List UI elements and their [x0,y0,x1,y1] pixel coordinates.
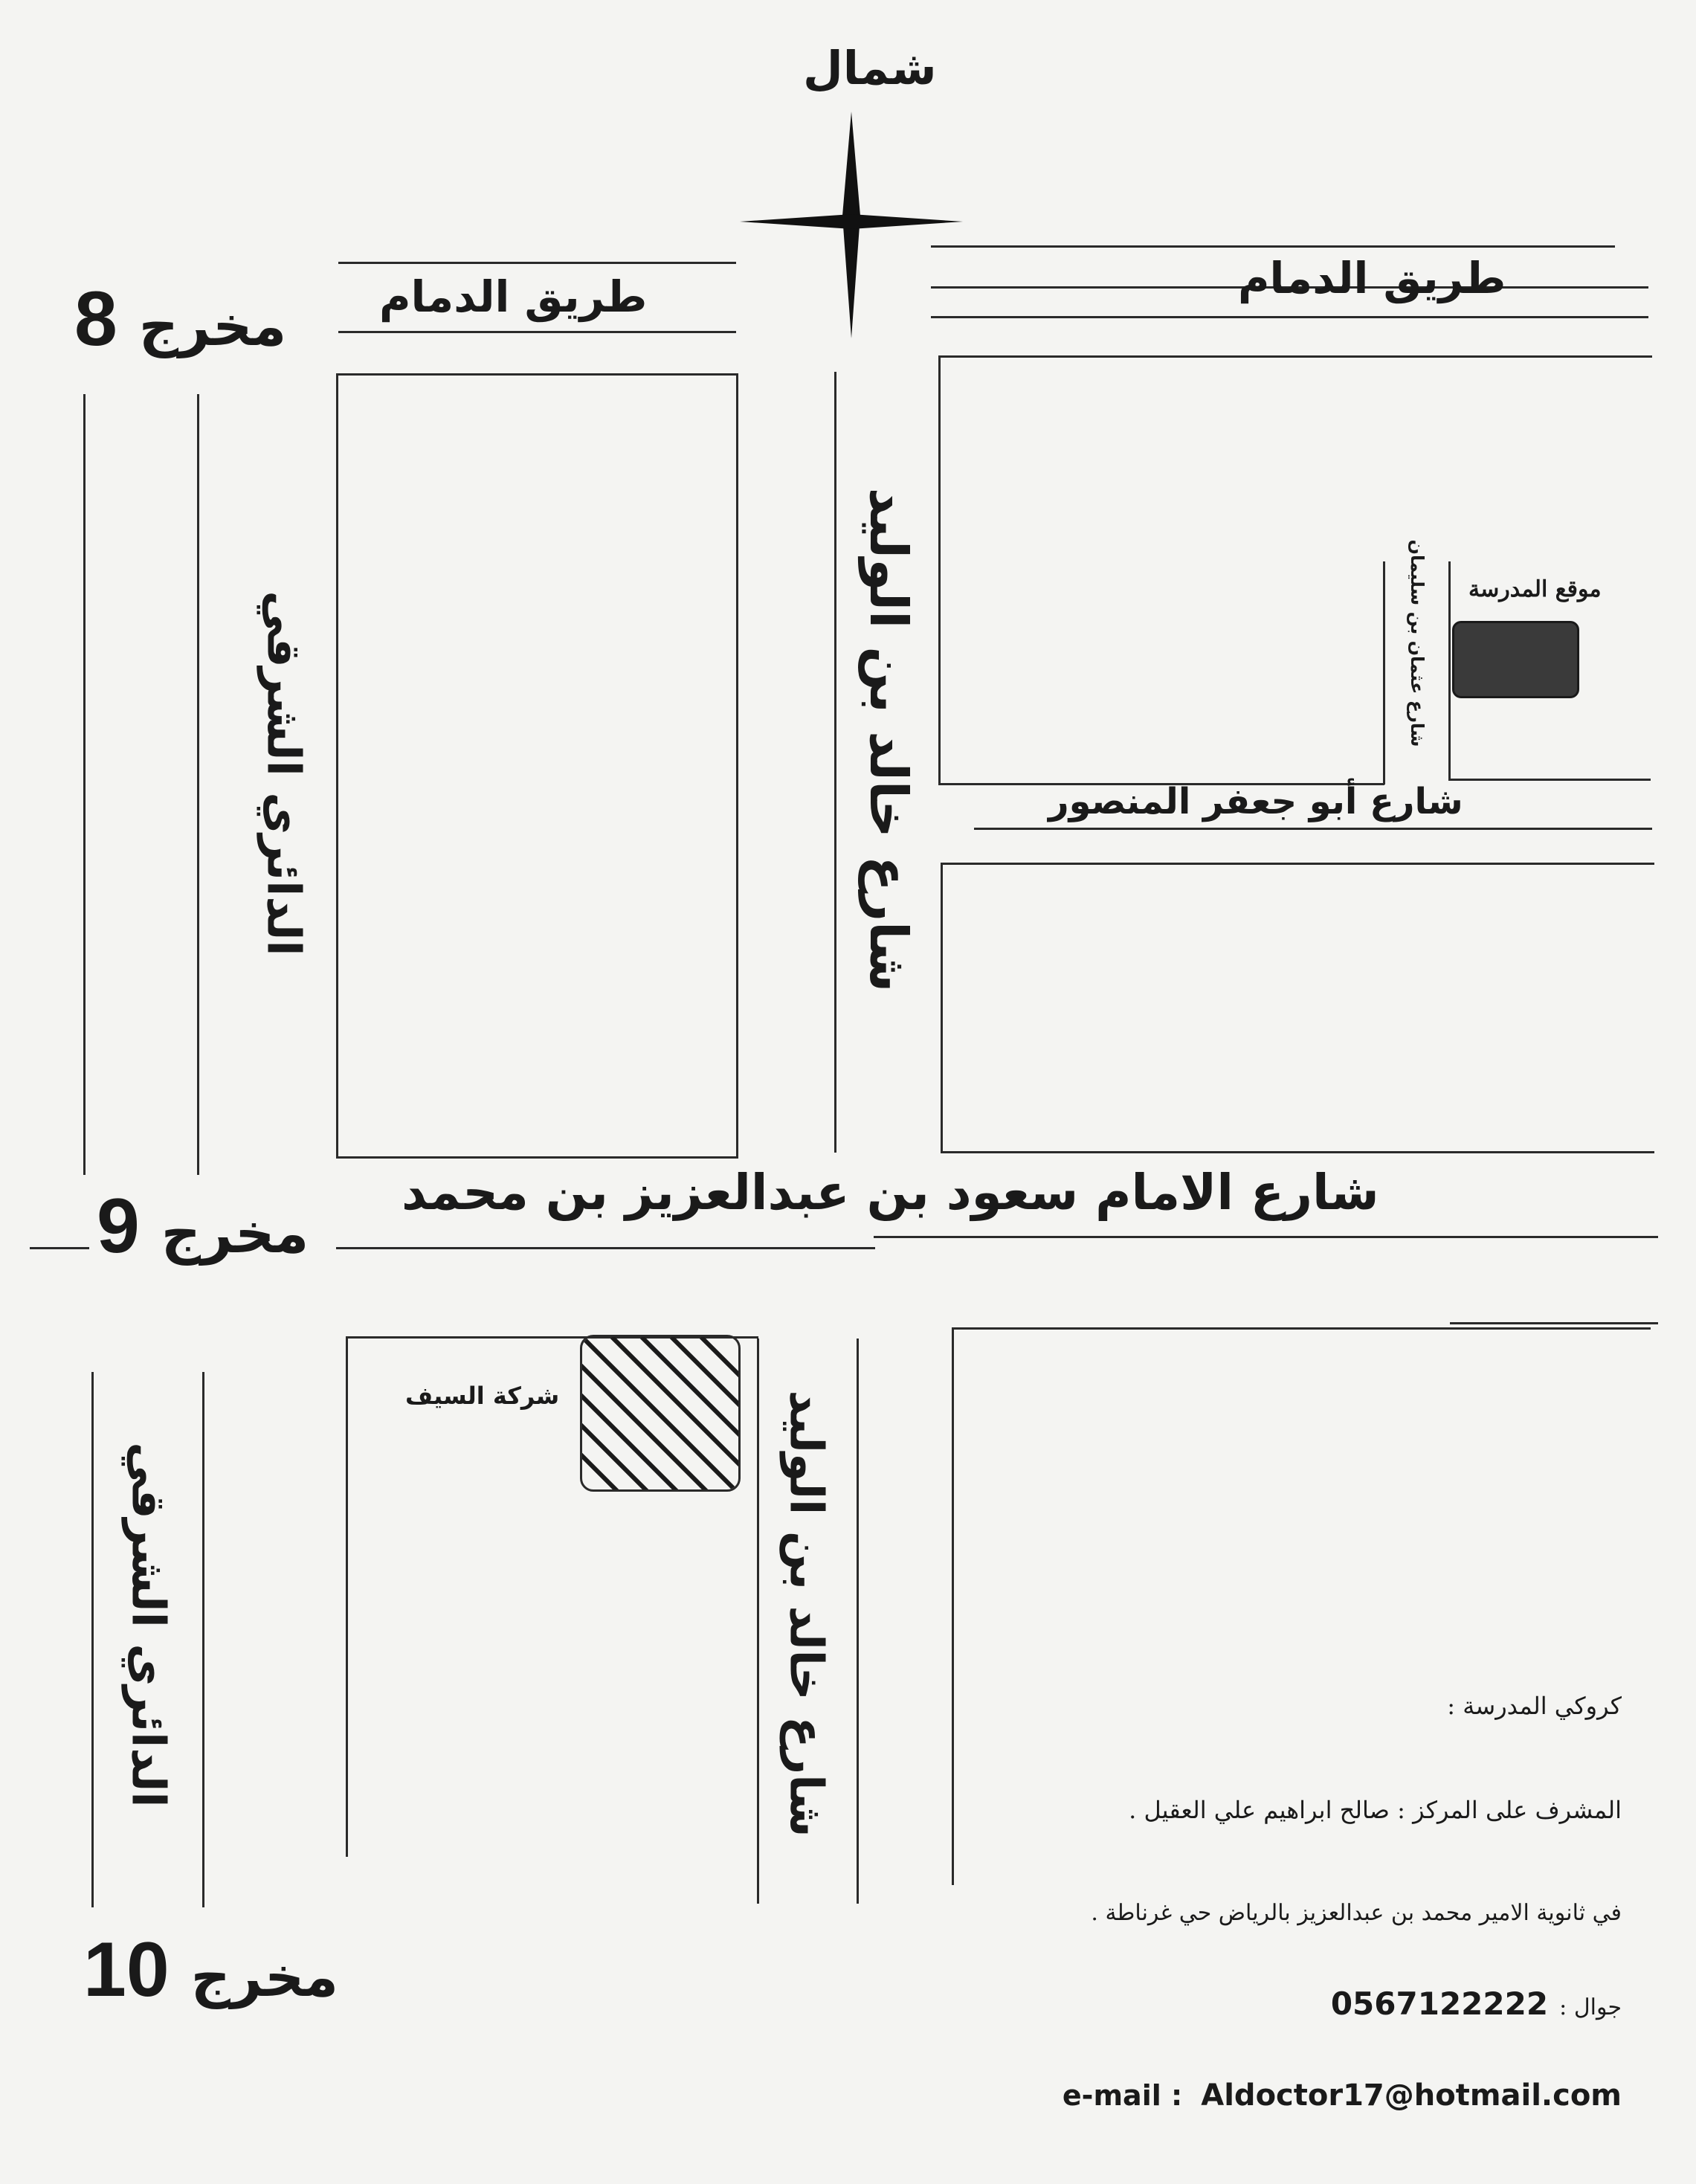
dammam-road-line [338,331,736,333]
exit-9 [97,1182,309,1271]
dammam-road-line [931,245,1615,248]
ring-road-label-lower: الدائري الشرقي [121,1442,176,1808]
exit-10 [83,1926,338,2014]
dammam-road-label-right: طريق الدمام [1238,253,1506,303]
dammam-road-label-left: طريق الدمام [379,271,648,322]
exit-number: 10 [83,1927,170,2013]
city-block [336,373,738,1159]
abu-jafar-road-label: شارع أبو جعفر المنصور [1048,781,1463,822]
email-address[interactable]: Aldoctor17@hotmail.com [1201,2078,1622,2113]
exit-word: مخرج [190,1945,339,2009]
block-edge [938,355,1652,358]
block-edge [346,1336,348,1857]
dammam-road-line [931,316,1648,318]
block-edge [941,1151,1654,1153]
north-label: شمال [803,41,937,95]
compass-icon [740,112,963,342]
dammam-road-line [338,262,736,264]
khalid-road-label-upper: شارع خالد بن الوليد [858,487,919,993]
exit-number: 8 [74,276,117,362]
khalid-road-line [834,372,836,1153]
saud-road-line [336,1247,875,1249]
block-edge [941,863,943,1153]
saud-road-label: شارع الامام سعود بن عبدالعزيز بن محمد [402,1164,1379,1221]
info-location: في ثانوية الامير محمد بن عبدالعزيز بالرياض حي غرناطة . [1091,1900,1622,1926]
school-label: موقع المدرسة [1468,576,1602,602]
exit-number: 9 [97,1183,140,1269]
exit-word: مخرج [138,294,287,358]
ring-road-label-upper: الدائري الشرقي [257,590,312,956]
info-mobile-row [1331,1985,1622,2022]
ring-road-line [197,394,199,1175]
ring-road-line [202,1372,204,1907]
mobile-label: جوال : [1559,1994,1622,2020]
khalid-road-line [857,1339,859,1904]
abu-jafar-road-line [1448,779,1651,781]
info-email-row [1063,2078,1622,2113]
ring-road-line [91,1372,94,1907]
ring-road-line [83,394,86,1175]
saud-road-line [30,1247,89,1249]
abu-jafar-road-line [974,828,1652,830]
company-label: شركة السيف [405,1382,560,1410]
block-edge [952,1327,954,1885]
block-edge [941,863,1654,865]
company-marker[interactable] [580,1335,741,1492]
saud-road-line [1450,1322,1658,1324]
school-marker[interactable] [1452,621,1579,698]
othman-road-line [1448,561,1451,781]
block-edge [952,1327,1651,1330]
exit-8 [74,275,286,364]
hatch-pattern-icon [582,1337,738,1489]
exit-word: مخرج [161,1202,309,1266]
info-supervisor: المشرف على المركز : صالح ابراهيم علي العقيل . [1129,1796,1622,1824]
khalid-road-line [757,1339,759,1904]
othman-road-label: شارع عثمان بن سليمان [1407,539,1428,747]
info-title: كروكي المدرسة : [1447,1692,1622,1720]
khalid-road-label-lower: شارع خالد بن الوليد [779,1390,834,1837]
saud-road-line [874,1236,1658,1238]
email-label: e-mail : [1062,2079,1183,2112]
block-edge [1383,561,1385,785]
block-edge [938,355,941,785]
mobile-number[interactable]: 0567122222 [1330,1985,1549,2022]
